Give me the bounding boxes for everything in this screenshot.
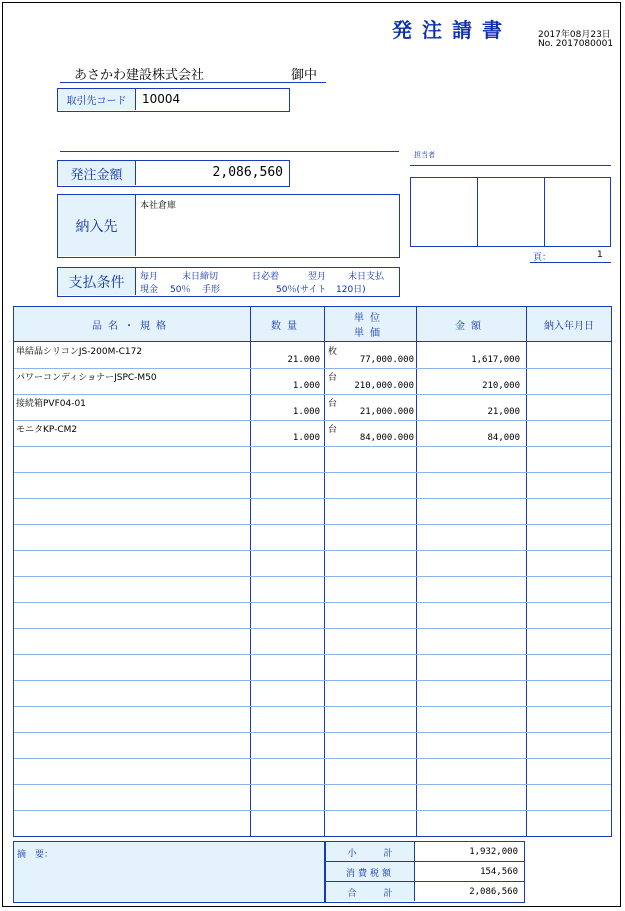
payment-site: 120日): [336, 285, 366, 295]
row-4-amount: 84,000: [487, 433, 520, 443]
page-number: 1: [597, 250, 603, 260]
row-3-unit: 台: [328, 399, 338, 409]
payment-cycle: 毎月: [140, 272, 159, 282]
items-table: [13, 306, 612, 837]
row-1-unit: 枚: [328, 347, 338, 357]
page-underline: [530, 262, 611, 263]
row-4-price: 84,000.000: [359, 433, 414, 443]
payment-bill-pct: 50％(サイト: [276, 285, 327, 295]
row-line: [14, 368, 611, 369]
row-1-qty: 21.000: [287, 355, 320, 365]
header-unit-price: [324, 307, 416, 341]
payment-cutoff: 末日締切: [182, 272, 219, 282]
row-line: [14, 732, 611, 733]
client-code-box: [57, 88, 290, 112]
totals-divider: [326, 861, 524, 862]
approval-label: 担当者: [414, 151, 435, 159]
header-unit: 単位: [354, 313, 386, 324]
client-code-label: 取引先コード: [58, 89, 136, 110]
payment-arrival: 日必着: [252, 272, 280, 282]
row-3-price: 21,000.000: [359, 407, 414, 417]
approval-line: [410, 165, 611, 166]
tax-value: 154,560: [480, 867, 518, 877]
approval-stamp-grid: [410, 177, 611, 247]
row-4-qty: 1.000: [292, 433, 320, 443]
payment-line1: [140, 269, 400, 282]
row-1-amount: 1,617,000: [471, 355, 520, 365]
tax-label: 消費税額: [345, 869, 394, 879]
row-3-qty: 1.000: [292, 407, 320, 417]
client-name: あさかわ建設株式会社: [74, 68, 205, 83]
memo-label: 摘 要：: [17, 850, 54, 860]
subtotal-label: 小 計: [347, 849, 393, 859]
header-qty: 数量: [271, 320, 303, 332]
row-line: [14, 602, 611, 603]
totals-box: [325, 841, 525, 903]
delivery-box: [57, 194, 400, 258]
order-amount-label: 発注金額: [58, 161, 136, 185]
payment-day: 末日支払: [348, 272, 385, 282]
row-line: [14, 420, 611, 421]
payment-cash-pct: 50％: [170, 285, 191, 295]
row-line: [14, 394, 611, 395]
row-line: [14, 472, 611, 473]
row-line: [14, 628, 611, 629]
header-price: 単価: [354, 328, 386, 339]
row-line: [14, 680, 611, 681]
header-item: 品名・規格: [92, 320, 172, 332]
row-line: [14, 758, 611, 759]
row-2-unit: 台: [328, 373, 338, 383]
totals-divider: [326, 881, 524, 882]
payment-line2: [140, 282, 400, 295]
row-2-price: 210,000.000: [354, 381, 414, 391]
page-label: 頁：: [533, 253, 552, 263]
delivery-value: 本社倉庫: [140, 201, 177, 211]
total-value: 2,086,560: [469, 887, 518, 897]
total-label: 合 計: [347, 889, 393, 899]
row-2-qty: 1.000: [292, 381, 320, 391]
client-underline: [60, 82, 326, 83]
client-code-value: 10004: [142, 92, 181, 106]
payment-cash: 現金: [140, 285, 159, 295]
row-line: [14, 706, 611, 707]
row-line: [14, 576, 611, 577]
column-divider: [526, 307, 527, 836]
row-line: [14, 654, 611, 655]
row-4-unit: 台: [328, 425, 338, 435]
client-honorific: 御中: [291, 68, 318, 83]
row-4-item: モニタKP-CM2: [16, 425, 78, 435]
row-3-amount: 21,000: [487, 407, 520, 417]
order-amount-value: 2,086,560: [212, 165, 283, 180]
row-line: [14, 498, 611, 499]
row-line: [14, 550, 611, 551]
row-line: [14, 446, 611, 447]
row-3-item: 接続箱PVF04-01: [16, 399, 86, 409]
payment-box: [57, 267, 400, 297]
stamp-divider: [544, 178, 545, 246]
summary-section: [13, 841, 612, 903]
row-1-price: 77,000.000: [359, 355, 414, 365]
row-line: [14, 524, 611, 525]
document-title: 発注請書: [392, 18, 512, 42]
document-number: No. 2017080001: [538, 39, 614, 49]
row-1-item: 単結晶シリコンJS-200M-C172: [16, 347, 143, 357]
row-2-item: パワーコンディショナーJSPC-M50: [16, 373, 157, 383]
row-2-amount: 210,000: [482, 381, 520, 391]
separator-line: [60, 151, 399, 152]
payment-label: 支払条件: [58, 268, 136, 295]
memo-box: [13, 841, 325, 903]
row-line: [14, 810, 611, 811]
payment-month: 翌月: [308, 272, 327, 282]
header-date: 納入年月日: [544, 320, 594, 332]
subtotal-value: 1,932,000: [469, 847, 518, 857]
document-date: 2017年08月23日: [538, 30, 611, 40]
payment-bill: 手形: [202, 285, 221, 295]
header-amount: 金額: [455, 320, 487, 332]
order-amount-box: [57, 160, 290, 187]
row-line: [14, 784, 611, 785]
stamp-divider: [477, 178, 478, 246]
delivery-label: 納入先: [58, 195, 136, 256]
